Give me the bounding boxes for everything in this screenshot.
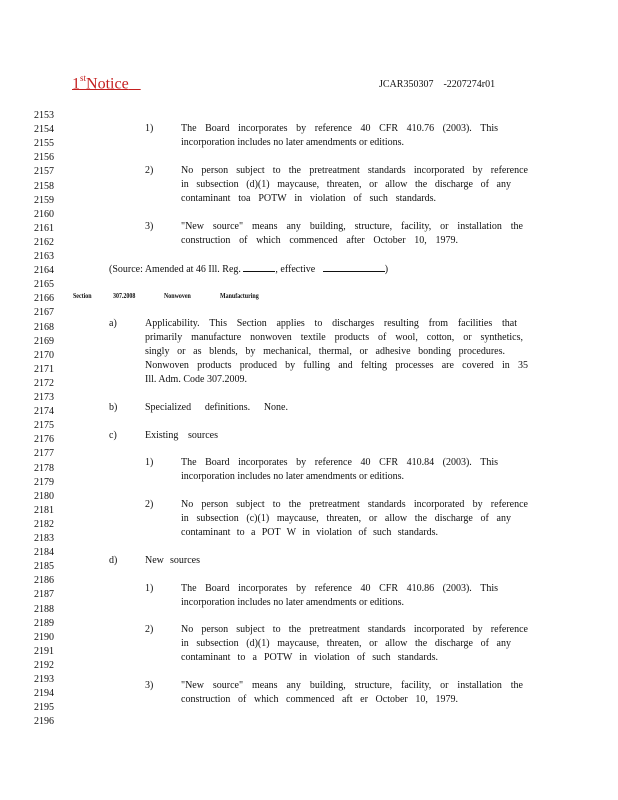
item-marker: 1): [145, 457, 154, 468]
item-marker: 1): [145, 123, 154, 134]
blank-underline: [323, 262, 385, 272]
line-number: 2157: [34, 166, 54, 178]
line-number: 2174: [34, 406, 54, 418]
subsection-marker: c): [109, 430, 117, 441]
line-number: 2181: [34, 504, 54, 516]
paragraph-line: contaminant to a POT W in violation of such standards.: [181, 527, 438, 538]
paragraph-line: The Board incorporates by reference 40 CFR 410.86 (2003). This: [181, 583, 498, 594]
line-number: 2191: [34, 645, 54, 657]
paragraph-line: The Board incorporates by reference 40 CFR 410.76 (2003). This: [181, 123, 498, 134]
notice-word: Notice: [86, 75, 129, 93]
paragraph-line: Specialized definitions. None.: [145, 402, 288, 413]
line-number: 2187: [34, 589, 54, 601]
line-number: 2190: [34, 631, 54, 643]
paragraph-line: incorporation includes no later amendments or editions.: [181, 597, 404, 608]
document-code: JCAR350307 -2207274r01: [379, 79, 496, 90]
item-marker: 2): [145, 499, 154, 510]
section-title-word: Nonwoven: [164, 292, 191, 300]
subsection-heading: Existing sources: [145, 430, 218, 441]
subsection-marker: d): [109, 555, 118, 566]
paragraph-line: construction of which commenced after October 10, 1979.: [181, 235, 458, 246]
blank-underline: [243, 262, 275, 272]
paragraph-line: "New source" means any building, structure, facility, or installation the: [181, 221, 523, 232]
paragraph-line: Nonwoven products produced by fulling and felting processes are covered in 35: [145, 360, 528, 371]
notice-superscript: st: [80, 73, 87, 83]
paragraph-line: No person subject to the pretreatment standards incorporated by reference: [181, 165, 528, 176]
line-number: 2178: [34, 462, 54, 474]
line-number: 2166: [34, 293, 54, 305]
notice-number: 1: [72, 75, 80, 93]
line-number: 2180: [34, 490, 54, 502]
line-number: 2163: [34, 251, 54, 262]
source-note: [109, 262, 388, 277]
line-number: 2175: [34, 420, 54, 432]
line-number: 2164: [34, 265, 54, 277]
paragraph-line: in subsection (d)(1) maycause, threaten, or allow the discharge of any: [181, 638, 511, 649]
line-number: 2167: [34, 307, 54, 319]
section-title-word: Manufacturing: [220, 292, 259, 300]
item-marker: 3): [145, 221, 154, 232]
source-prefix: (Source: Amended at 46 Ill. Reg.: [109, 264, 241, 275]
subsection-heading: New sources: [145, 555, 200, 566]
paragraph-line: contaminant to a POTW in violation of such standards.: [181, 652, 438, 663]
item-marker: 2): [145, 624, 154, 635]
line-number: 2194: [34, 688, 54, 700]
line-number: 2159: [34, 194, 54, 206]
paragraph-line: The Board incorporates by reference 40 CFR 410.84 (2003). This: [181, 457, 498, 468]
line-number: 2155: [34, 138, 54, 150]
line-number: 2172: [34, 377, 54, 389]
item-marker: 3): [145, 680, 154, 691]
line-number: 2168: [34, 321, 54, 333]
line-number: 2165: [34, 279, 54, 291]
line-number: 2179: [34, 476, 54, 488]
paragraph-line: Applicability. This Section applies to discharges resulting from facilities that: [145, 318, 517, 329]
line-number: 2169: [34, 335, 54, 347]
line-number: 2161: [34, 222, 54, 234]
line-number: 2171: [34, 363, 54, 375]
item-marker: 1): [145, 583, 154, 594]
source-end: ): [384, 264, 389, 275]
line-number: 2192: [34, 659, 54, 671]
line-number: 2177: [34, 448, 54, 460]
line-number: 2160: [34, 208, 54, 220]
line-number: 2184: [34, 547, 54, 559]
line-number: 2162: [34, 236, 54, 248]
line-number: 2196: [34, 716, 54, 728]
paragraph-line: No person subject to the pretreatment standards incorporated by reference: [181, 624, 528, 635]
line-number: 2176: [34, 434, 54, 446]
line-number: 2156: [34, 152, 54, 164]
paragraph-line: primarily manufacture nonwoven textile products of wool, cotton, or synthetics,: [145, 332, 523, 343]
paragraph-line: in subsection (d)(1) maycause, threaten, or allow the discharge of any: [181, 179, 511, 190]
line-number: 2185: [34, 561, 54, 573]
line-number: 2154: [34, 124, 54, 136]
item-marker: 2): [145, 165, 154, 176]
paragraph-line: in subsection (c)(1) maycause, threaten, or allow the discharge of any: [181, 513, 511, 524]
line-number: 2173: [34, 392, 54, 403]
paragraph-line: "New source" means any building, structure, facility, or installation the: [181, 680, 523, 691]
line-number: 2153: [34, 110, 54, 121]
notice-title: [72, 74, 141, 93]
paragraph-line: No person subject to the pretreatment standards incorporated by reference: [181, 499, 528, 510]
source-mid: , effective: [275, 264, 316, 275]
section-number: 307.2008: [113, 292, 136, 300]
line-number: 2189: [34, 617, 54, 629]
line-number: 2193: [34, 674, 54, 685]
paragraph-line: Ill. Adm. Code 307.2009.: [145, 374, 247, 385]
paragraph-line: incorporation includes no later amendments or editions.: [181, 137, 404, 148]
line-number: 2188: [34, 603, 54, 615]
line-number: 2170: [34, 349, 54, 361]
line-number: 2195: [34, 702, 54, 714]
paragraph-line: construction of which commenced aft er October 10, 1979.: [181, 694, 458, 705]
subsection-marker: b): [109, 402, 118, 413]
line-number: 2183: [34, 533, 54, 544]
paragraph-line: incorporation includes no later amendments or editions.: [181, 471, 404, 482]
line-number: 2182: [34, 518, 54, 530]
line-number: 2186: [34, 575, 54, 587]
subsection-marker: a): [109, 318, 117, 329]
paragraph-line: contaminant toa POTW in violation of such standards.: [181, 193, 436, 204]
paragraph-line: singly or as blends, by mechanical, thermal, or adhesive bonding procedures.: [145, 346, 505, 357]
line-number: 2158: [34, 180, 54, 192]
section-label: Section: [73, 292, 92, 300]
